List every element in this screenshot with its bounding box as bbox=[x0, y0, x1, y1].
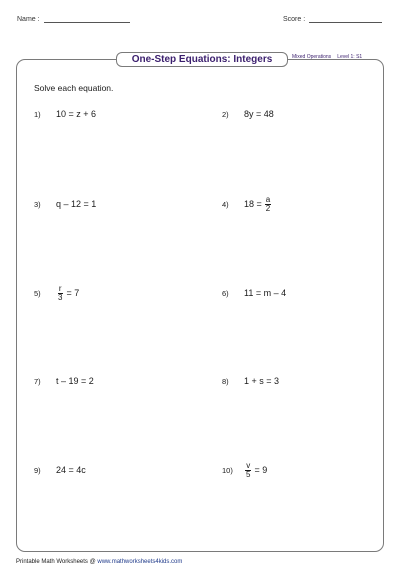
problem-6 bbox=[222, 283, 286, 303]
fraction bbox=[245, 462, 251, 479]
fraction-numerator: v bbox=[246, 460, 251, 470]
equation: 8y = 48 bbox=[244, 109, 274, 119]
fraction-numerator: a bbox=[265, 194, 271, 204]
problem-number: 8) bbox=[222, 376, 229, 386]
fraction-denominator: 3 bbox=[58, 292, 63, 302]
equation-right: = 7 bbox=[66, 288, 80, 298]
problem-8 bbox=[222, 371, 279, 391]
footer bbox=[16, 559, 182, 565]
problem-number: 5) bbox=[34, 288, 41, 298]
equation bbox=[244, 462, 267, 479]
fraction bbox=[57, 285, 63, 302]
equation: 10 = z + 6 bbox=[56, 109, 97, 119]
footer-label: Printable Math Worksheets @ bbox=[16, 559, 96, 565]
fraction bbox=[265, 196, 271, 213]
fraction-denominator: 2 bbox=[265, 203, 271, 213]
equation bbox=[56, 285, 79, 302]
instruction-text: Solve each equation. bbox=[34, 83, 114, 93]
problem-number: 10) bbox=[222, 465, 233, 475]
problem-7 bbox=[34, 371, 94, 391]
problem-number: 3) bbox=[34, 199, 41, 209]
fraction-denominator: 5 bbox=[246, 469, 251, 479]
problem-number: 2) bbox=[222, 109, 229, 119]
problem-9 bbox=[34, 460, 86, 480]
equation bbox=[244, 196, 272, 213]
problem-number: 7) bbox=[34, 376, 41, 386]
problem-number: 6) bbox=[222, 288, 229, 298]
equation: 11 = m – 4 bbox=[244, 288, 287, 298]
name-line[interactable] bbox=[44, 14, 130, 23]
problem-number: 4) bbox=[222, 199, 229, 209]
level-info bbox=[292, 54, 362, 60]
footer-link[interactable]: www.mathworksheets4kids.com bbox=[97, 559, 183, 565]
problem-5 bbox=[34, 283, 79, 303]
problem-number: 1) bbox=[34, 109, 41, 119]
score-field[interactable] bbox=[283, 14, 382, 23]
worksheet-title: One-Step Equations: Integers bbox=[116, 52, 288, 67]
level-label: Level 1: S1 bbox=[337, 54, 363, 60]
problem-1 bbox=[34, 104, 96, 124]
problem-number: 9) bbox=[34, 465, 41, 475]
topic-label: Mixed Operations bbox=[292, 54, 332, 60]
fraction-numerator: r bbox=[58, 283, 62, 293]
problem-10 bbox=[222, 460, 267, 480]
problem-3 bbox=[34, 194, 96, 214]
problem-4 bbox=[222, 194, 272, 214]
equation-right: = 9 bbox=[254, 465, 268, 475]
name-field[interactable] bbox=[17, 14, 130, 23]
score-label: Score : bbox=[283, 16, 306, 23]
score-line[interactable] bbox=[309, 14, 382, 23]
equation: q – 12 = 1 bbox=[56, 199, 97, 209]
problem-2 bbox=[222, 104, 274, 124]
equation: 24 = 4c bbox=[56, 465, 86, 475]
equation: t – 19 = 2 bbox=[56, 376, 94, 386]
equation: 1 + s = 3 bbox=[244, 376, 280, 386]
name-label: Name : bbox=[17, 16, 40, 23]
equation-left: 18 = bbox=[244, 199, 262, 209]
